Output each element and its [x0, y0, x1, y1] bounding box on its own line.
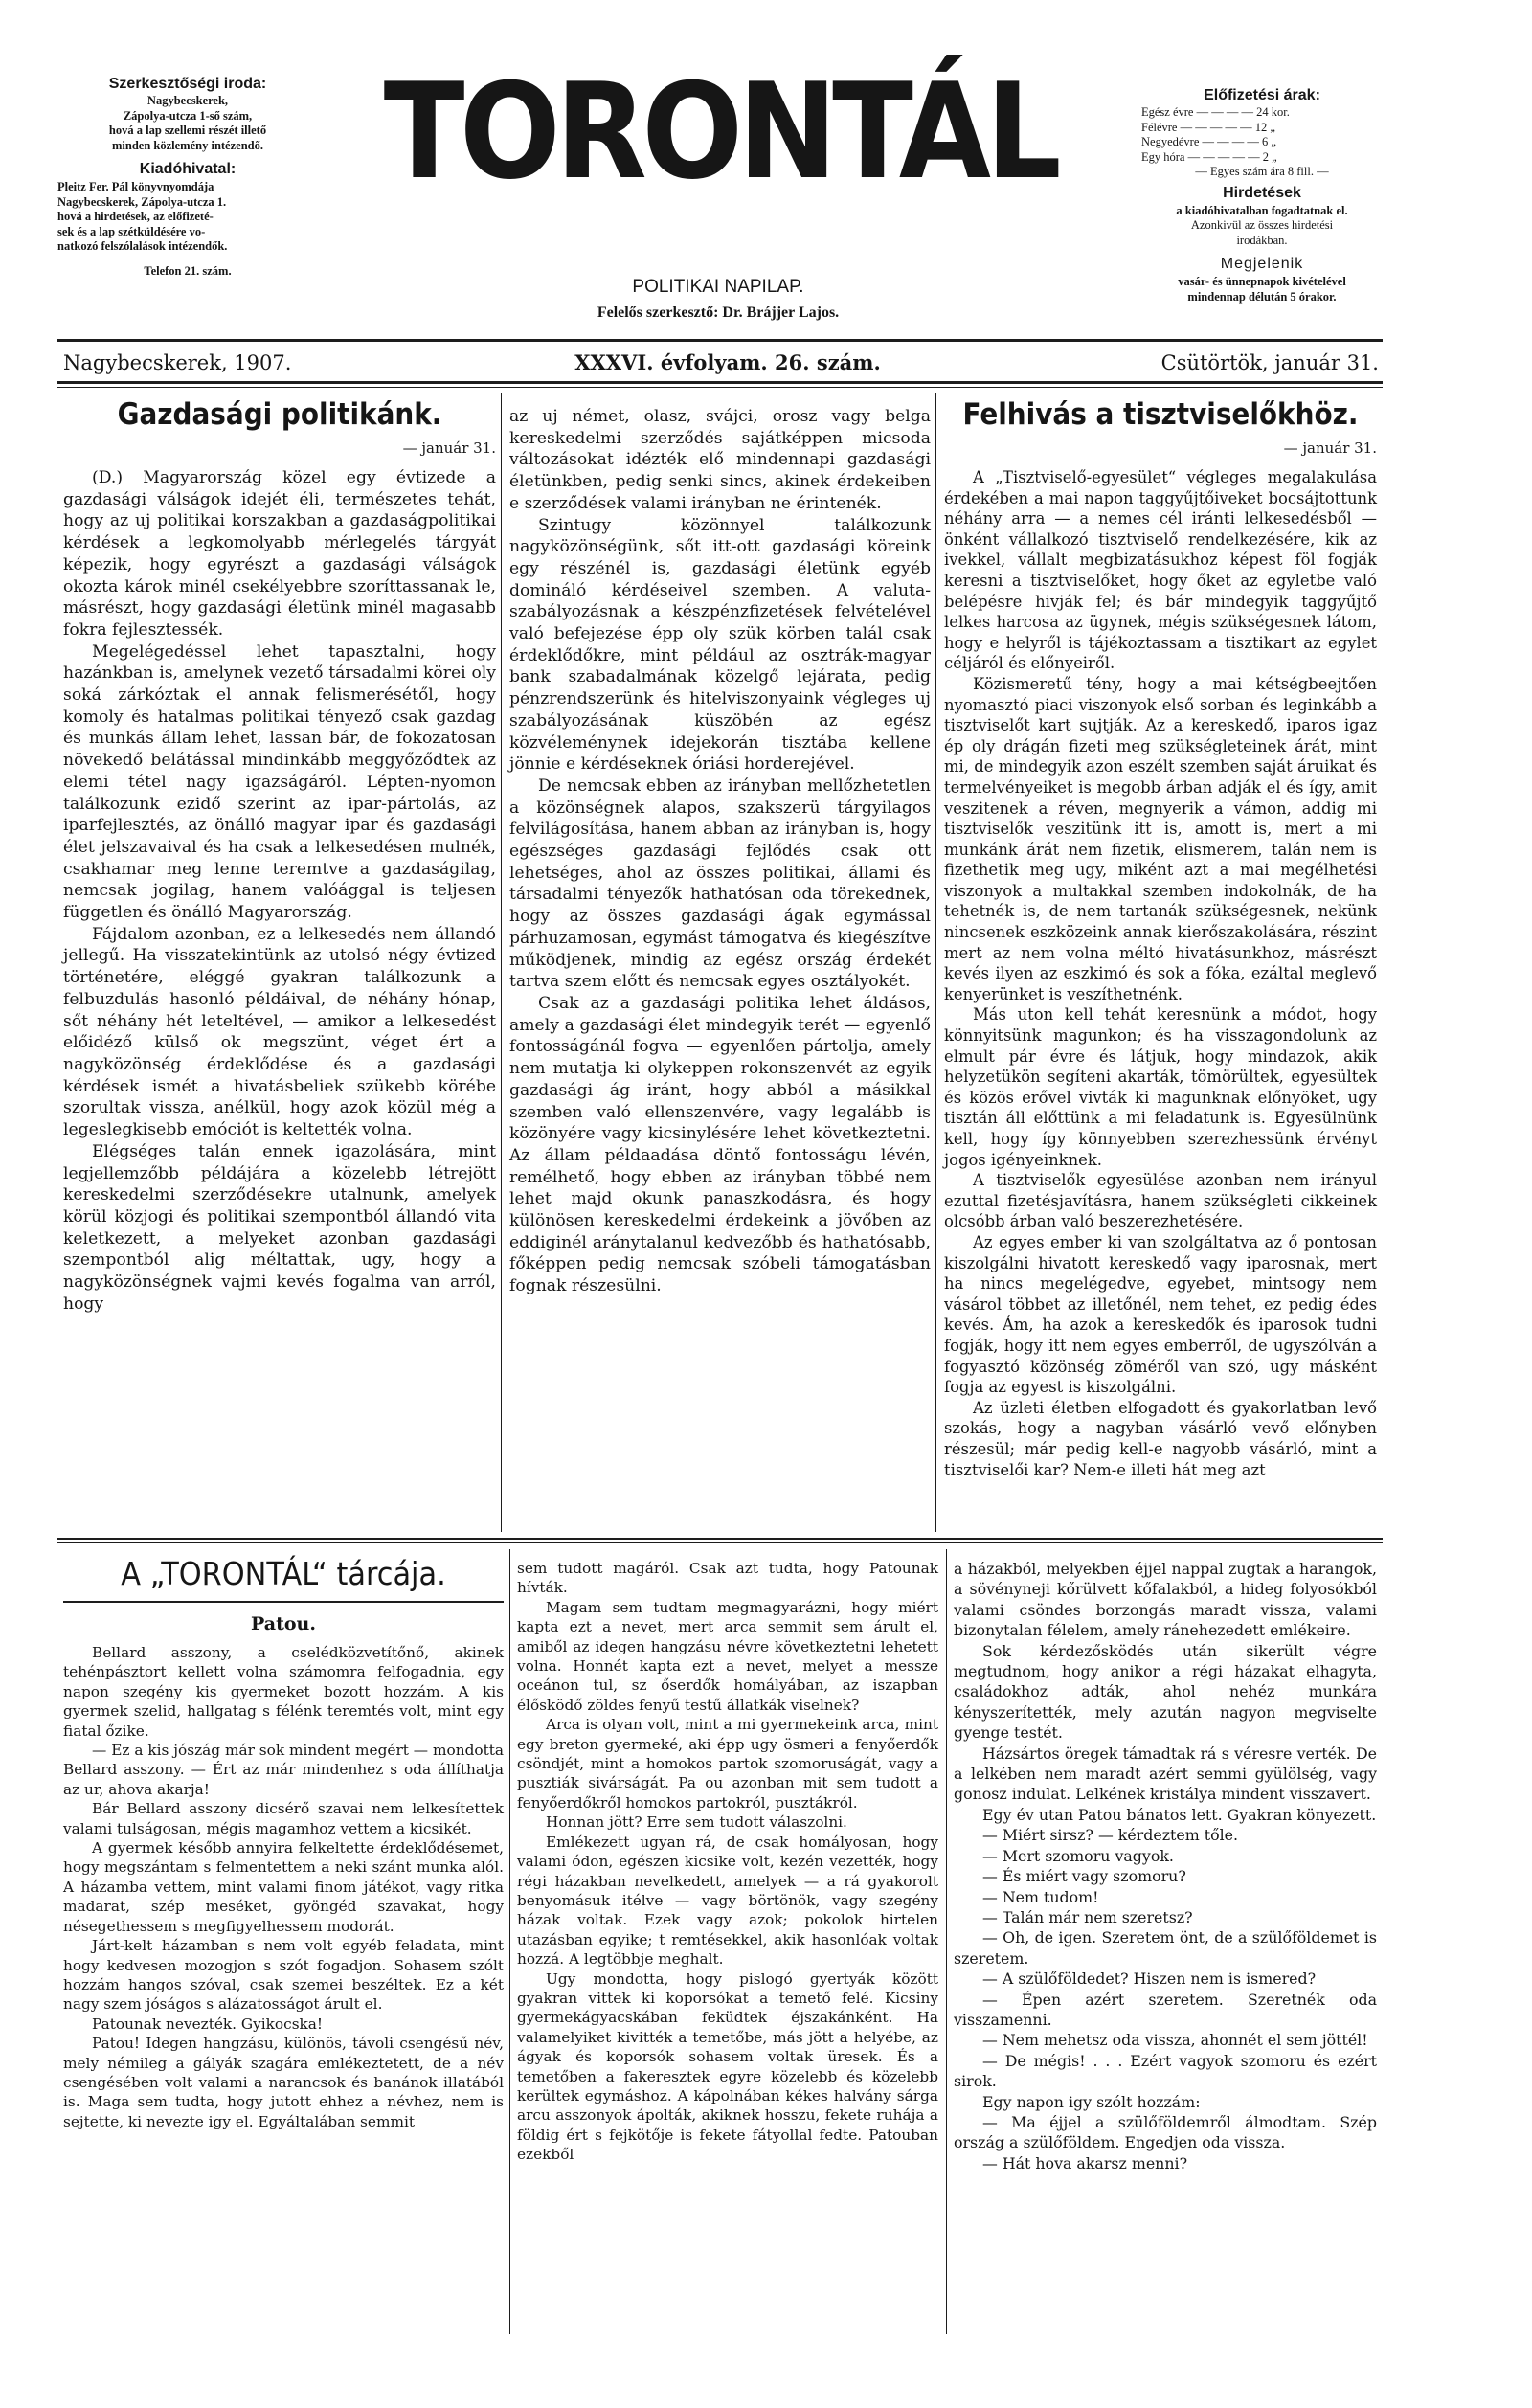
- feuilleton-heading-rule: [63, 1601, 504, 1603]
- paragraph: Más uton kell tehát keresnünk a módot, hogy könnyitsünk magunkon; és ha visszagondolunk az elmult pár évre és látjuk, hogy mindazok, akik helyzetükön segíteni akarták, tömörültek, egyesültek és közös erővel vivták ki magunknak előnyöket, ugy tisztán áll előttünk a mi feladatunk is. Egyesülnünk kell, hogy így könnyebben szerezhessünk érvényt jogos igényeinknek.: [944, 1005, 1377, 1169]
- article-date: — január 31.: [402, 439, 496, 457]
- price-line: Negyedévre — — — — 6 „: [1141, 135, 1276, 148]
- dialogue-line: — Nem tudom!: [982, 1887, 1099, 1906]
- paragraph: Szintugy közönnyel találkozunk nagyközönségünk, sőt itt-ott gazdasági köreink egy részénél is, gazdasági életünk egyéb domináló kérdéseivel szemben. A valuta-szabályozásnak a készpénzfizetések felvételével való befejezése épp oly szük körben talál csak érdeklődőkre, mint például az osztrák-magyar bank szabadalmának közelgő lejárata, pedig pénzrendszerünk és hitelviszonyaink végleges uj szabályozásának küszöbén az egész közvéleménynek idejekorán tisztába kellene jönnie e kérdéseknek óriási horderejével.: [509, 515, 931, 775]
- paragraph: Patou! Idegen hangzásu, különös, távoli csengésű név, mely némileg a gályák szagára emlékeztetett, de a név csengésében volt valami a narancsok és banánok illatából is. Maga sem tudta, hogy jutott ehhez a névhez, nem is sejtette, ki nevezte igy el. Egyáltalában semmit: [63, 2035, 504, 2130]
- paragraph: A „Tisztviselő-egyesület“ végleges megalakulása érdekében a mai napon taggyűjtőiveket bocsájtottunk néhány arra — a nemes cél iránti lelkesedésből — önként vállalkozó tisztviselő rendelkezésére, kik az ivekkel, vállalt megbizatásukhoz képest föl fogják keresni a tisztviselőket, hogy őket az egyletbe való belépésre hivják fel; és bár mindegyik taggyűjtő lelkes harcosa az ügynek, mégis szükségesnek látom, hogy e helyről is tájékoztassam a tisztikart az egylet céljáról és előnyeiről.: [944, 468, 1377, 673]
- paragraph: Bár Bellard asszony dicsérő szavai nem lelkesítettek valami tulságosan, mégis magamhoz vettem a kicsikét.: [63, 1800, 504, 1837]
- ads-line: a kiadóhivatalban fogadtatnak el.: [1176, 203, 1348, 217]
- dateline-issue: XXXVI. évfolyam. 26. szám.: [574, 350, 881, 374]
- publisher-line: Pleitz Fer. Pál könyvnyomdája: [57, 180, 214, 193]
- office-line: minden közlemény intézendő.: [112, 138, 263, 152]
- dialogue-line: — Nem mehetsz oda vissza, ahonnét el sem jöttél!: [982, 2031, 1368, 2050]
- article-column-continued: [509, 406, 931, 1297]
- feuilleton-column: [517, 1559, 938, 2165]
- paragraph: Emlékezett ugyan rá, de csak homályosan, hogy valami ódon, egészen kicsike volt, kezén vezették, hogy régi házakban nevelkedett, amelyek — a rá gyakorolt benyomásuk itélve — vagy börtönök, vagy szegény házak voltak. Ezek vagy azok; pokolok hirtelen utazásban egyike; t remtésekkel, akik hasonlóak voltak hozzá. A legtöbbje meghalt.: [517, 1833, 938, 1969]
- publisher-heading: Kiadóhivatal:: [139, 161, 237, 177]
- editor-line: Felelős szerkesztő: Dr. Brájjer Lajos.: [597, 304, 840, 321]
- article-title: Gazdasági politikánk.: [117, 397, 442, 432]
- paragraph: Egy év utan Patou bánatos lett. Gyakran könyezett.: [982, 1805, 1377, 1824]
- column-separator: [509, 1549, 510, 2334]
- appears-heading: Megjelenik: [1220, 256, 1304, 272]
- dateline-rule-thin: [57, 387, 1383, 388]
- price-line: — Egyes szám ára 8 fill. —: [1195, 165, 1329, 178]
- article-date: — január 31.: [1283, 439, 1377, 457]
- dialogue-line: — És miért vagy szomoru?: [982, 1867, 1186, 1886]
- dialogue-line: — Miért sirsz? — kérdeztem tőle.: [982, 1826, 1238, 1845]
- price-line: Egész évre — — — — 24 kor.: [1141, 105, 1290, 119]
- dialogue-line: — Talán már nem szeretsz?: [982, 1907, 1193, 1926]
- article-title: Felhivás a tisztviselőkhöz.: [962, 397, 1359, 432]
- paragraph: Fájdalom azonban, ez a lelkesedés nem állandó jellegű. Ha visszatekintünk az utolsó négy évtized történetére, eléggé gyakran találkozunk a felbuzdulás hasonló példáival, de néhány hónap, sőt néhány hét leteltével, — amikor a lelkesedést előidéző külső ok megszünt, véget ért a nagyközönség érdeklődése és a gazdasági kérdések ismét a hivatásbeliek szükebb körébe szorultak vissza, anélkül, hogy azok közül még a legeslegkisebb emóciót is keltették volna.: [63, 924, 496, 1140]
- paragraph: Bellard asszony, a cselédközvetítőnő, akinek tehénpásztort kellett volna számomra felfogadnia, egy napon szegény kis gyermeket bozott hozzám. A kis gyermek szelid, hallgatag s félénk teremtés volt, mint egy fiatal őzike.: [63, 1644, 504, 1740]
- masthead-right-info: [1141, 86, 1383, 304]
- paragraph: Megelégedéssel lehet tapasztalni, hogy hazánkban is, amelynek vezető társadalmi körei oly soká zárkóztak el annak felismerésétől, hogy komoly és hatalmas politikai tényező csak gazdag és munkás állam lehet, lassan bár, de fokozatosan növekedő belátással mindinkább meggyőződtek az elemi tétel nagy igazságáról. Lépten-nyomon találkozunk ezidő szerint az ipar-pártolás, az iparfejlesztés, az önálló magyar ipar és gazdasági élet jelszavaival és ha csak a lelkesedésen mulnék, csakhamar meg lenne teremtve a gazdaságilag, nemcsak jogilag, hanem valóággal is teljesen független és önálló Magyarország.: [63, 641, 496, 923]
- column-separator: [935, 393, 936, 1532]
- price-line: Félévre — — — — — 12 „: [1141, 120, 1275, 134]
- paragraph: De nemcsak ebben az irányban mellőzhetetlen a közönségnek alapos, szakszerü tárgyilagos felvilágosítása, hanem abban az irányban is, hogy egészséges gazdasági fejlődés csak ott lehetséges, ahol az összes politikai, állami és társadalmi tényezők hathatósan oda törekednek, hogy az összes gazdasági ágak egymással párhuzamosan, egymást támogatva és kiegészítve működjenek, mindig az egész ország érdekét tartva szem előtt és nemcsak egyes osztályokét.: [509, 776, 931, 992]
- paragraph: Közismeretű tény, hogy a mai kétségbeejtően nyomasztó piaci viszonyok első sorban és leginkább a tisztviselőt kart sujtják. Az a kereskedő, iparos igaz ép oly drágán fizeti meg szükségleteinek árát, mint mi, de mindegyik azon eszélt szemben saját áruikat és termelvényeiket is megobb árban adják el és így, amit veszitenek a réven, megnyerik a vámon, addig mi tisztviselők veszitünk itt is, amott is, mert a mi munkánk árát nem fizetik, elismerem, talán nem is fizethetik meg ugy, miként azt a mai megélhetési viszonyok a multakkal szemben indokolnák, de ha tehetnék is, de nem tartanák szükségesnek, nekünk nincsenek eszközeink annak kierőszakolására, részint mert az nem volna méltó hivatásunkhoz, másrészt kevés ilyen az eszkimó és sok a fóka, ezáltal meglevő kenyerünket is veszíthetnénk.: [944, 674, 1377, 1003]
- dialogue-line: — Épen azért szeretem. Szeretnék oda visszamenni.: [954, 1990, 1377, 2029]
- dateline-rule: [57, 381, 1383, 384]
- article-column: [63, 396, 496, 1315]
- paragraph: Az egyes ember ki van szolgáltatva az ő pontosan kiszolgálni hivatott kereskedő vagy iparosnak, mert ha nincs megelégedve, egyebet, mintsogy nem vásárol többet az illetőnél, nem tehet, ez pedig édes kevés. Ám, ha azok a kereskedők és iparosok tudni fogják, hogy itt nem egyes emberről, de ugyszólván a fogyasztó közönség zöméről van szó, ugy másként fogja az egyest is kiszolgálni.: [944, 1232, 1377, 1397]
- office-heading: Szerkesztőségi iroda:: [108, 76, 267, 92]
- price-line: Egy hóra — — — — — 2 „: [1141, 149, 1277, 164]
- paragraph: Házsártos öregek támadtak rá s véresre verték. De a lelkében nem maradt azért semmi gyülölség, vagy gonosz indulat. Lelkének kristálya mindent visszavert.: [954, 1744, 1377, 1804]
- paragraph: a házakból, melyekben éjjel nappal zugtak a harangok, a sövényneji kőrülvett kőfalakból, a hideg folyosókból valami csöndes borzongás maradt vissza, valami bizonytalan félelem, amely ránehezedett emlékeire.: [954, 1560, 1377, 1640]
- masthead-rule: [57, 339, 1383, 342]
- paragraph: Honnan jött? Erre sem tudott válaszolni.: [546, 1813, 847, 1832]
- paragraph: Az üzleti életben elfogadott és gyakorlatban levő szokás, hogy a nagyban vásárló vevő előnyben részesül; már pedig kell-e nagyobb vásárló, mint a tisztviselői kar? Nem-e illeti hát meg azt: [944, 1398, 1377, 1479]
- dialogue-line: — Ma éjjel a szülőföldemről álmodtam. Szép ország a szülőföldem. Engedjen oda vissza.: [954, 2112, 1377, 2152]
- dialogue-line: — Mert szomoru vagyok.: [982, 1846, 1174, 1865]
- newspaper-subtitle: POLITIKAI NAPILAP.: [632, 277, 804, 297]
- paragraph: — Ez a kis jószág már sok mindent megért — mondotta Bellard asszony. — Ért az már mindenhez s oda állíthatja az ur, ahova akarja!: [63, 1742, 504, 1798]
- publisher-line: hová a hirdetések, az előfizeté-: [57, 210, 214, 223]
- feuilleton-column: [954, 1559, 1377, 2173]
- masthead-left-info: [57, 75, 318, 279]
- story-title: Patou.: [251, 1613, 316, 1634]
- paragraph: Járt-kelt házamban s nem volt egyéb feladata, mint hogy kedvesen mozogjon s szót fogadjon. Sohasem szólt hozzám hangos szóval, csak szemei beszéltek. Ez a két nagy szem jóságos s alázatosságot árult el.: [63, 1937, 504, 2014]
- publisher-line: Nagybecskerek, Zápolya-utcza 1.: [57, 194, 227, 209]
- ads-line: Azonkivül az összes hirdetési: [1190, 218, 1334, 232]
- office-line: hová a lap szellemi részét illető: [108, 124, 267, 137]
- paragraph: Csak az a gazdasági politika lehet áldásos, amely a gazdasági élet mindegyik terét — egyenlő fontosságánál fogva — egyenlően pártolja, amely nem mutatja ki olykeppen rokonszenvét az egyik gazdasági ág iránt, hogy abból a másikkal szemben való ellenszenvére, vagy legalább is közönyére vagy kicsinylésére lehet következtetni. Az állam példaadása döntő fontosságu lévén, remélhető, hogy ebben az irányban többé nem lehet majd okunk panaszkodásra, és hogy különösen kereskedelmi érdekeink a jövőben az eddiginél aránytalanul kedvezőbb és hathatósabb, főképpen pedig nemcsak szóbeli támogatásban fognak részesülni.: [509, 993, 931, 1296]
- paragraph: Elégséges talán ennek igazolására, mint legjellemzőbb példájára a közelebb létrejött kereskedelmi szerződésekre utalnunk, amelyek körül közjogi és politikai szempontból állandó vita keletkezett, a melyeket azonban gazdasági szempontból alig méltattak, ugy, hogy a nagyközönségnek vajmi kevés fogalma van arról, hogy: [63, 1141, 496, 1314]
- ads-heading: Hirdetések: [1223, 184, 1301, 201]
- office-line: Nagybecskerek,: [146, 94, 229, 107]
- paragraph: Patounak nevezték. Gyikocska!: [92, 2014, 324, 2033]
- dialogue-line: — Hát hova akarsz menni?: [982, 2153, 1188, 2172]
- feuilleton-rule-thin: [57, 1542, 1383, 1543]
- paragraph: Arca is olyan volt, mint a mi gyermekeink arca, mint egy breton gyermeké, aki épp ugy ösmeri a fenyőerdők csöndjét, mint a homokos partok szomoruságát, vagy a pusztiák sivárságát. Pa ou azonban mit sem tudott a fenyőerdőkről homokos partokról, pusztákról.: [517, 1716, 938, 1812]
- newspaper-title: TORONTÁL: [383, 55, 1057, 209]
- office-line: Zápolya-utcza 1-ső szám,: [123, 108, 253, 123]
- prices-heading: Előfizetési árak:: [1204, 87, 1320, 103]
- feuilleton-column: [63, 1553, 504, 2131]
- paragraph: Sok kérdezősködés után sikerült végre megtudnom, hogy anikor a régi házakat elhagyta, családokhoz adták, ahol nehéz munkára kényszerítették, mely azután nagyon megviselte gyenge testét.: [954, 1641, 1377, 1743]
- feuilleton-rule: [57, 1538, 1383, 1540]
- paragraph: Egy napon igy szólt hozzám:: [982, 2092, 1201, 2111]
- column-separator: [946, 1549, 947, 2334]
- dialogue-line: — Oh, de igen. Szeretem önt, de a szülőföldemet is szeretem.: [954, 1928, 1377, 1968]
- dialogue-line: — De mégis! . . . Ezért vagyok szomoru és ezért sirok.: [954, 2051, 1377, 2091]
- article-column: [944, 396, 1377, 1480]
- paragraph: sem tudott magáról. Csak azt tudta, hogy Patounak hívták.: [517, 1560, 938, 1597]
- paragraph: A gyermek később annyira felkeltette érdeklődésemet, hogy megszántam s felmentettem a neki szánt munka alól. A házamba vettem, mint valami finom játékot, vagy ritka madarat, szép meséket, gyöngéd szavakat, hogy nésegethessem s megfigyelhessem modorát.: [63, 1839, 504, 1935]
- paragraph: (D.) Magyarország közel egy évtizede a gazdasági válságok idejét éli, természetes tehát, hogy az uj politikai korszakban a gazdaságpolitikai kérdések a legkomolyabb mérlegelés tárgyát képezik, hogy egyrészt a gazdasági válságok okozta károk minél csekélyebbre szoríttassanak le, másrészt, hogy gazdasági életünk minél magasabb fokra fejlesztessék.: [63, 468, 496, 640]
- paragraph: Magam sem tudtam megmagyarázni, hogy miért kapta ezt a nevet, mert arca semmit sem árult el, amiből az idegen hangzásu névre következtetni lehetett volna. Honnét kapta ezt a nevet, melyet a messze oceánon tul, sz őserdők homályában, az iszapban élősködő zöldes fenyű testű állatkák viselnek?: [517, 1598, 938, 1714]
- dateline-place: Nagybecskerek, 1907.: [63, 351, 292, 374]
- phone-number: Telefon 21. szám.: [144, 263, 232, 278]
- ads-line: irodákban.: [1236, 233, 1288, 247]
- paragraph: az uj német, olasz, svájci, orosz vagy belga kereskedelmi szerződés sajátképpen micsoda változásokat idézték elő mindennapi gazdasági életünkben, pedig senki sincs, akinek érdekeiben e szerződések valami irányban ne érintenék.: [509, 407, 931, 513]
- appears-line: mindennap délután 5 órakor.: [1187, 289, 1337, 304]
- appears-line: vasár- és ünnepnapok kivételével: [1178, 275, 1346, 288]
- paragraph: Ugy mondotta, hogy pislogó gyertyák között gyakran vittek ki koporsókat a temető felé. Kicsiny gyermekágyacskában feküdtek éjszakánként. Ha valamelyiket kivitték a temetőbe, más jött a helyébe, az ágyak és koporsók sohasem voltak üresek. És a temetőben a fakeresztek egyre közelebb és közelebb kerültek egymáshoz. A kápolnában kékes halvány sárga arcu asszonyok ápolták, akiknek hosszu, fekete ruhája a földig ért s fejkötője is fekete fátyollal fedte. Patouban ezekből: [517, 1969, 938, 2164]
- publisher-line: sek és a lap szétküldésére vo-: [57, 224, 206, 238]
- column-separator: [501, 393, 502, 1532]
- dialogue-line: — A szülőföldedet? Hiszen nem is ismered?: [982, 1969, 1317, 1989]
- feuilleton-heading: A „TORONTÁL“ tárcája.: [121, 1555, 446, 1592]
- paragraph: A tisztviselők egyesülése azonban nem irányul ezuttal fizetésjavításra, hanem szükségleti cikkeinek olcsóbb árban való beszerezhetésére.: [944, 1171, 1377, 1231]
- dateline-day: Csütörtök, január 31.: [1160, 351, 1379, 374]
- publisher-line: natkozó felszólalások intézendők.: [57, 239, 228, 253]
